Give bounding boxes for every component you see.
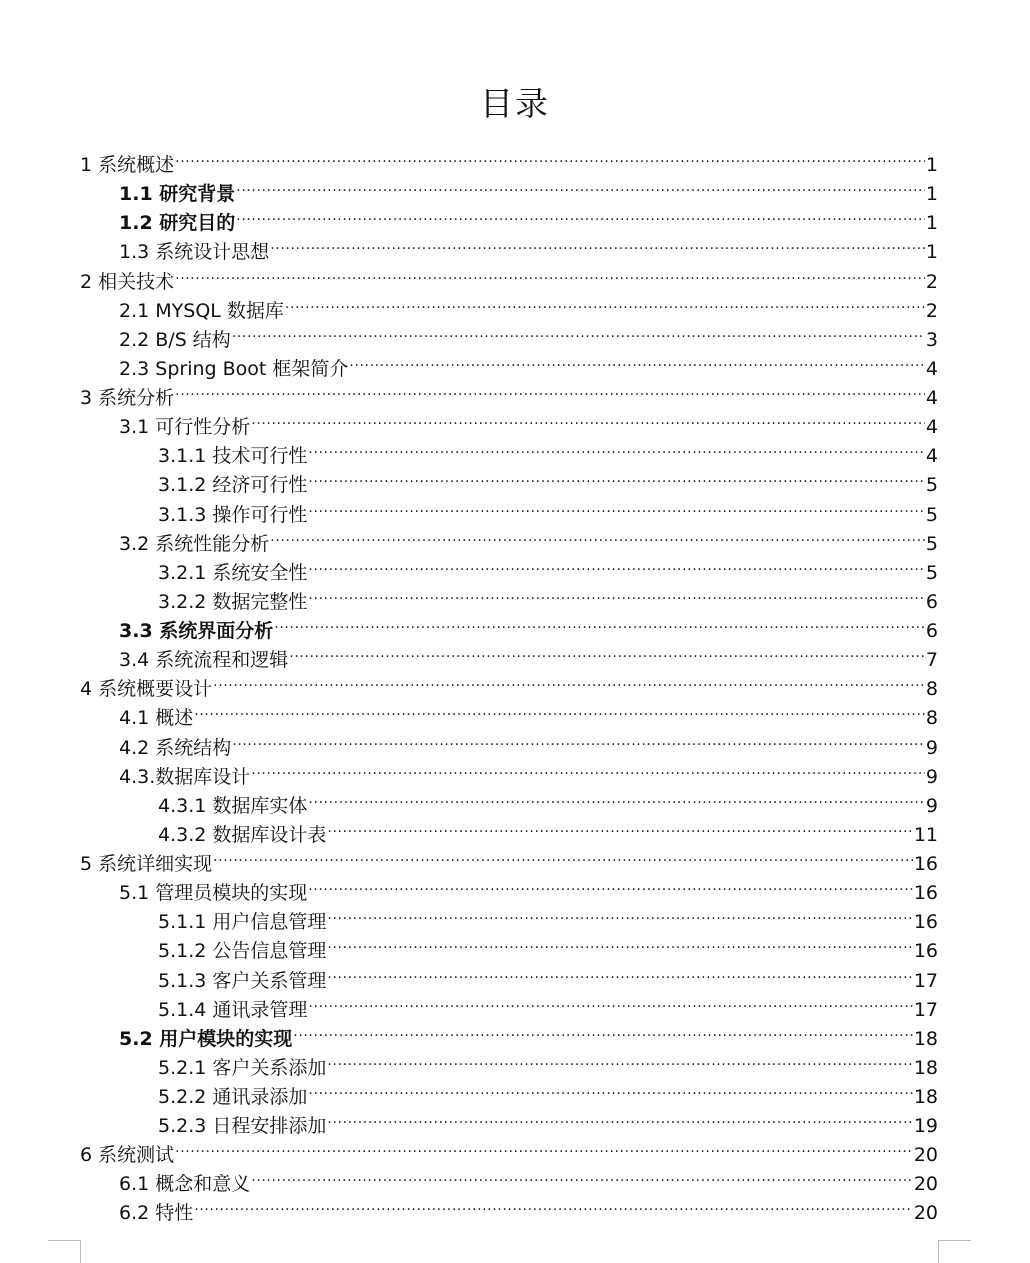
page-corner-mark-right <box>938 1240 971 1263</box>
toc-entry-page: 4 <box>925 358 938 380</box>
dot-leader <box>308 579 925 608</box>
toc-entry-page: 4 <box>925 445 938 467</box>
toc-entry-label: 4.3.2 数据库设计表 <box>158 824 327 846</box>
toc-entry[interactable] <box>158 812 938 846</box>
toc-entry-label: 1 系统概述 <box>80 154 175 176</box>
toc-entry-label: 3.2.2 数据完整性 <box>158 591 308 613</box>
dot-leader <box>175 142 925 171</box>
toc-entry-page: 18 <box>913 1086 938 1108</box>
toc-entry-label: 3 系统分析 <box>80 387 175 409</box>
toc-entry-label: 5.1.3 客户关系管理 <box>158 970 327 992</box>
toc-entry[interactable] <box>158 1103 938 1137</box>
dot-leader <box>308 550 925 579</box>
dot-leader <box>194 1190 913 1219</box>
toc-entry-label: 1.2 研究目的 <box>119 212 236 234</box>
toc-entry-label: 1.1 研究背景 <box>119 183 236 205</box>
toc-entry[interactable] <box>80 375 938 409</box>
toc-entry[interactable] <box>80 259 938 293</box>
toc-entry[interactable] <box>119 725 938 759</box>
dot-leader <box>349 346 925 375</box>
dot-leader <box>327 1045 912 1074</box>
dot-leader <box>175 259 925 288</box>
toc-entry[interactable] <box>119 229 938 263</box>
toc-entry-page: 2 <box>925 271 938 293</box>
toc-entry[interactable] <box>119 521 938 555</box>
toc-entry-label: 5.1.2 公告信息管理 <box>158 940 327 962</box>
toc-entry-label: 3.1 可行性分析 <box>119 416 251 438</box>
toc-entry[interactable] <box>158 492 938 526</box>
toc-entry-page: 8 <box>925 707 938 729</box>
toc-entry-label: 2.3 Spring Boot 框架简介 <box>119 358 349 380</box>
toc-entry[interactable] <box>80 666 938 700</box>
dot-leader <box>308 783 925 812</box>
dot-leader <box>327 899 912 928</box>
toc-entry-label: 3.1.1 技术可行性 <box>158 445 308 467</box>
toc-entry[interactable] <box>119 171 938 205</box>
toc-entry[interactable] <box>158 928 938 962</box>
toc-entry-page: 9 <box>925 737 938 759</box>
toc-entry-label: 5.2.3 日程安排添加 <box>158 1115 327 1137</box>
toc-entry-page: 9 <box>925 766 938 788</box>
toc-entry[interactable] <box>119 695 938 729</box>
toc-entry[interactable] <box>158 579 938 613</box>
toc-entry-page: 18 <box>913 1028 938 1050</box>
dot-leader <box>175 1132 913 1161</box>
page-corner-mark-left <box>48 1240 81 1263</box>
dot-leader <box>289 637 925 666</box>
dot-leader <box>308 870 913 899</box>
toc-entry-label: 4.3.数据库设计 <box>119 766 251 788</box>
toc-entry-page: 5 <box>925 562 938 584</box>
toc-entry-label: 5.1 管理员模块的实现 <box>119 882 308 904</box>
toc-entry-page: 16 <box>913 882 938 904</box>
toc-entry-page: 5 <box>925 504 938 526</box>
toc-entry[interactable] <box>119 346 938 380</box>
toc-entry-label: 3.1.2 经济可行性 <box>158 474 308 496</box>
toc-entry-page: 17 <box>913 970 938 992</box>
toc-entry-label: 5.1.1 用户信息管理 <box>158 911 327 933</box>
toc-entry-page: 1 <box>925 154 938 176</box>
toc-entry[interactable] <box>158 958 938 992</box>
toc-entry-label: 6.1 概念和意义 <box>119 1173 251 1195</box>
dot-leader <box>251 1161 913 1190</box>
toc-entry-label: 3.3 系统界面分析 <box>119 620 274 642</box>
dot-leader <box>251 404 925 433</box>
toc-entry[interactable] <box>158 433 938 467</box>
toc-entry[interactable] <box>119 288 938 322</box>
toc-entry-page: 20 <box>913 1144 938 1166</box>
toc-entry-page: 5 <box>925 474 938 496</box>
toc-entry-page: 4 <box>925 416 938 438</box>
dot-leader <box>293 1016 913 1045</box>
toc-title: 目录 <box>480 84 550 123</box>
toc-entry-page: 3 <box>925 329 938 351</box>
toc-entry[interactable] <box>158 1074 938 1108</box>
dot-leader <box>232 725 925 754</box>
toc-entry[interactable] <box>158 1045 938 1079</box>
toc-entry-label: 3.1.3 操作可行性 <box>158 504 308 526</box>
toc-entry-page: 11 <box>913 824 938 846</box>
toc-entry[interactable] <box>119 404 938 438</box>
toc-entry[interactable] <box>119 1161 938 1195</box>
dot-leader <box>270 229 925 258</box>
toc-entry-page: 20 <box>913 1173 938 1195</box>
dot-leader <box>308 462 925 491</box>
toc-entry-label: 4.2 系统结构 <box>119 737 232 759</box>
toc-entry-label: 2.2 B/S 结构 <box>119 329 231 351</box>
dot-leader <box>308 1074 912 1103</box>
toc-entry-label: 5 系统详细实现 <box>80 853 213 875</box>
toc-entry[interactable] <box>119 637 938 671</box>
dot-leader <box>232 317 925 346</box>
toc-entry-page: 1 <box>925 183 938 205</box>
dot-leader <box>308 433 925 462</box>
toc-entry-page: 20 <box>913 1202 938 1224</box>
toc-entry-page: 2 <box>925 300 938 322</box>
toc-entry[interactable] <box>80 841 938 875</box>
toc-entry[interactable] <box>158 462 938 496</box>
toc-entry-label: 6 系统测试 <box>80 1144 175 1166</box>
toc-entry-page: 5 <box>925 533 938 555</box>
toc-entry-page: 1 <box>925 212 938 234</box>
toc-entry[interactable] <box>158 550 938 584</box>
dot-leader <box>327 958 912 987</box>
dot-leader <box>327 928 912 957</box>
dot-leader <box>194 695 925 724</box>
dot-leader <box>213 666 925 695</box>
toc-entry-label: 5.1.4 通讯录管理 <box>158 999 308 1021</box>
toc-entry-label: 3.4 系统流程和逻辑 <box>119 649 289 671</box>
toc-entry[interactable] <box>119 870 938 904</box>
toc-entry-label: 4.3.1 数据库实体 <box>158 795 308 817</box>
toc-entry-page: 16 <box>913 911 938 933</box>
toc-entry-label: 1.3 系统设计思想 <box>119 241 270 263</box>
toc-entry-label: 4 系统概要设计 <box>80 678 213 700</box>
dot-leader <box>327 1103 912 1132</box>
toc-entry-page: 6 <box>925 620 938 642</box>
dot-leader <box>308 987 912 1016</box>
toc-entry[interactable] <box>119 317 938 351</box>
toc-entry-label: 5.2 用户模块的实现 <box>119 1028 293 1050</box>
toc-entry[interactable] <box>119 1190 938 1224</box>
toc-entry-page: 9 <box>925 795 938 817</box>
toc-entry[interactable] <box>119 1016 938 1050</box>
toc-entry-label: 5.2.1 客户关系添加 <box>158 1057 327 1079</box>
dot-leader <box>251 754 925 783</box>
toc-entry-page: 1 <box>925 241 938 263</box>
toc-entry-page: 17 <box>913 999 938 1021</box>
toc-entry-page: 7 <box>925 649 938 671</box>
dot-leader <box>285 288 925 317</box>
toc-entry[interactable] <box>119 200 938 234</box>
toc-entry[interactable] <box>158 783 938 817</box>
toc-entry[interactable] <box>158 899 938 933</box>
toc-entry-label: 2 相关技术 <box>80 271 175 293</box>
dot-leader <box>327 812 912 841</box>
dot-leader <box>213 841 913 870</box>
toc-entry-page: 16 <box>913 853 938 875</box>
dot-leader <box>308 492 925 521</box>
toc-entry-page: 19 <box>913 1115 938 1137</box>
toc-entry-label: 5.2.2 通讯录添加 <box>158 1086 308 1108</box>
toc-entry[interactable] <box>119 754 938 788</box>
toc-entry[interactable] <box>158 987 938 1021</box>
dot-leader <box>236 171 925 200</box>
toc-entry-label: 2.1 MYSQL 数据库 <box>119 300 284 322</box>
toc-entry-page: 16 <box>913 940 938 962</box>
toc-entry-page: 4 <box>925 387 938 409</box>
dot-leader <box>274 608 925 637</box>
toc-entry-label: 4.1 概述 <box>119 707 194 729</box>
toc-entry-page: 18 <box>913 1057 938 1079</box>
toc-entry-label: 3.2.1 系统安全性 <box>158 562 308 584</box>
toc-entry-label: 3.2 系统性能分析 <box>119 533 270 555</box>
toc-entry[interactable] <box>80 142 938 176</box>
toc-entry[interactable] <box>119 608 938 642</box>
dot-leader <box>236 200 925 229</box>
toc-entry[interactable] <box>80 1132 938 1166</box>
dot-leader <box>175 375 925 404</box>
dot-leader <box>270 521 925 550</box>
toc-entry-label: 6.2 特性 <box>119 1202 194 1224</box>
toc-entry-page: 6 <box>925 591 938 613</box>
toc-entry-page: 8 <box>925 678 938 700</box>
